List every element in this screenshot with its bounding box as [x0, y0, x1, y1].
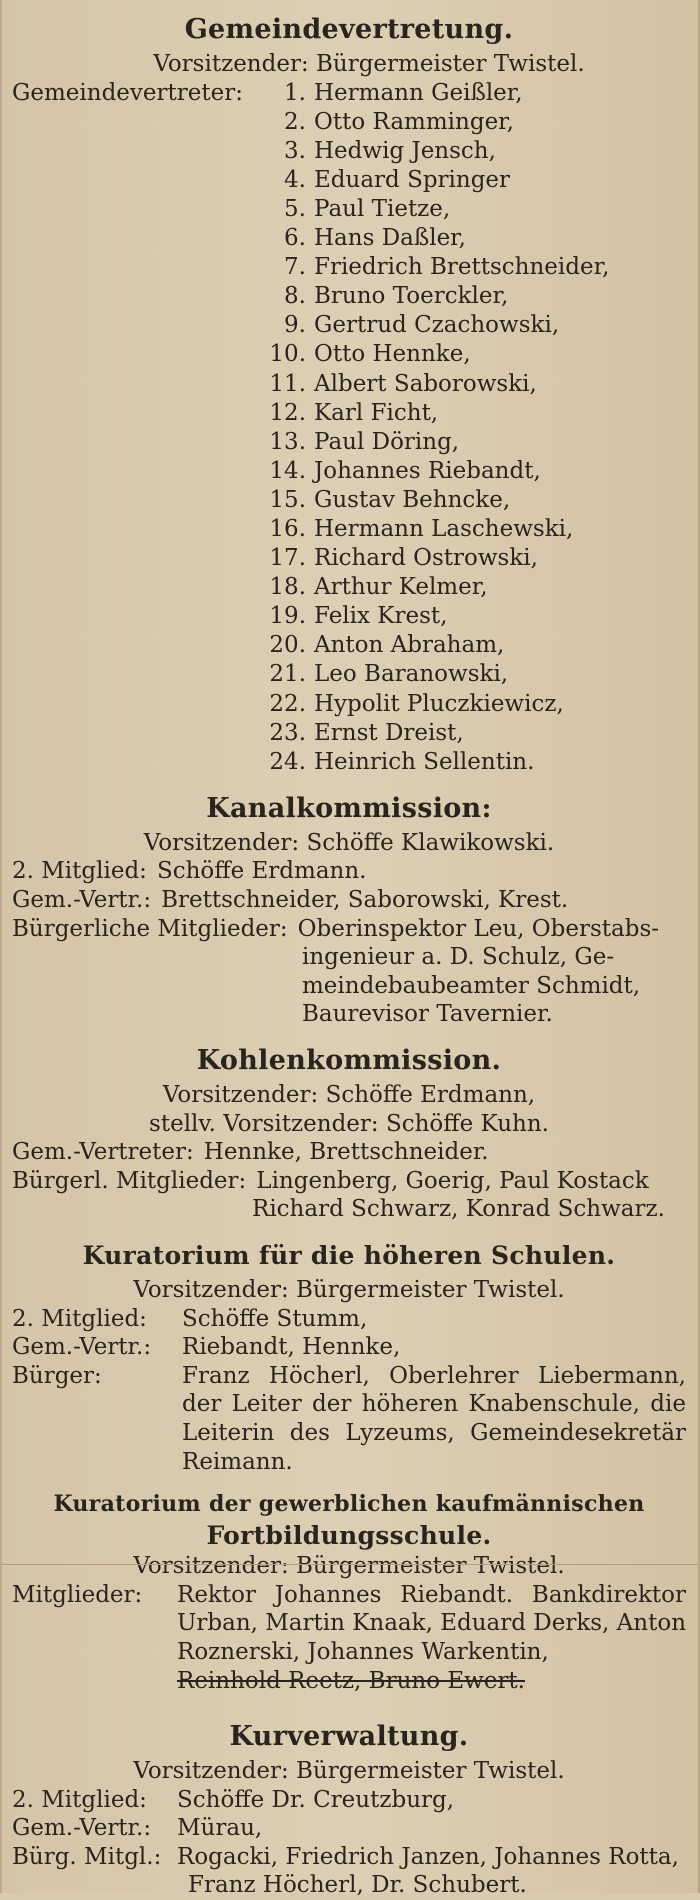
section-kuratorium-hoehere-schulen [12, 1236, 686, 1476]
section-title: Kohlenkommission. [196, 1045, 502, 1076]
chair-line: Vorsitzender: Bürgermeister Twistel. [133, 1553, 565, 1580]
member-number: 18. [269, 574, 306, 601]
member-number: 17. [269, 545, 306, 572]
member-number: 22. [269, 690, 306, 717]
member-name: Leo Baranowski, [314, 661, 509, 688]
buerger-label: Bürger: [12, 1362, 102, 1389]
member-number: 19. [269, 603, 306, 630]
section-title: Kuratorium für die höheren Schulen. [82, 1240, 616, 1270]
buerger-label: Bürgerliche Mitglieder: [12, 915, 288, 942]
buerger-text: Franz Höcherl, Oberlehrer Liebermann, der Leiter der höheren Knabenschule, die Leiterin des Lyzeums, Gemeindesekretär Reimann. [182, 1362, 686, 1475]
list-item [12, 602, 686, 631]
buerger-label: Bürgerl. Mitglieder: [12, 1167, 247, 1194]
member-number: 8. [284, 283, 306, 310]
section-title-line2: Fortbildungsschule. [206, 1521, 492, 1551]
gem-value: Hennke, Brettschneider. [203, 1139, 489, 1166]
section-title-line1: Kuratorium der gewerblichen kaufmännischen [53, 1491, 645, 1518]
spacer [12, 631, 266, 660]
member2-value: Schöffe Stumm, [182, 1305, 368, 1332]
member-name: Karl Ficht, [314, 399, 439, 426]
member2-row [12, 1305, 686, 1334]
list-item [12, 544, 686, 573]
member-name: Richard Ostrowski, [314, 545, 538, 572]
spacer [12, 457, 266, 486]
spacer [12, 311, 266, 340]
buerger-line: Oberinspektor Leu, Oberstabs- [297, 915, 660, 942]
gem-row [12, 1333, 686, 1362]
list-item [12, 573, 686, 602]
spacer [12, 544, 266, 573]
member-number: 4. [284, 166, 306, 193]
chair-line: Vorsitzender: Schöffe Klawikowski. [143, 829, 555, 856]
member-number: 21. [269, 661, 306, 688]
list-item [12, 515, 686, 544]
spacer [12, 224, 266, 253]
member-name: Heinrich Sellentin. [314, 748, 535, 775]
spacer [12, 166, 266, 195]
list-item [12, 282, 686, 311]
spacer [12, 602, 266, 631]
spacer [12, 108, 266, 137]
member-list [12, 79, 686, 777]
spacer [12, 137, 266, 166]
gem-row [12, 886, 686, 915]
gem-value: Riebandt, Hennke, [182, 1334, 401, 1361]
section-kanalkommission [12, 789, 686, 1029]
section-title: Gemeindevertretung. [184, 14, 514, 45]
buerger-line: meindebaubeamter Schmidt, [302, 972, 641, 999]
member-number: 5. [284, 195, 306, 222]
member-name: Gustav Behncke, [314, 486, 511, 513]
list-item [12, 253, 686, 282]
member-number: 2. [284, 108, 306, 135]
member2-label: 2. Mitglied: [12, 858, 147, 885]
members-label: Mitglieder: [12, 1581, 143, 1608]
member-name: Hans Daßler, [314, 225, 466, 252]
member2-value: Schöffe Erdmann. [156, 858, 367, 885]
member2-label: 2. Mitglied: [12, 1305, 147, 1332]
deputy-line: stellv. Vorsitzender: Schöffe Kuhn. [149, 1110, 549, 1137]
spacer [12, 573, 266, 602]
member2-row [12, 1786, 686, 1815]
member2-value: Schöffe Dr. Creutzburg, [177, 1786, 455, 1813]
spacer [12, 486, 266, 515]
member-number: 10. [269, 341, 306, 368]
member-name: Hypolit Pluczkiewicz, [314, 690, 564, 717]
list-item [12, 631, 686, 660]
list-item [12, 719, 686, 748]
list-item [12, 399, 686, 428]
list-item [12, 79, 686, 108]
buerger-cont: Franz Höcherl, Dr. Schubert. [188, 1872, 527, 1899]
gem-value: Brettschneider, Saborowski, Krest. [161, 887, 569, 914]
member-name: Friedrich Brettschneider, [314, 254, 610, 281]
section-kuratorium-fortbildungsschule [12, 1488, 686, 1695]
member-number: 11. [269, 370, 306, 397]
spacer [12, 340, 266, 369]
member-number: 14. [269, 457, 306, 484]
member-number: 23. [269, 719, 306, 746]
members-struck: Reinhold Reetz, Bruno Ewert. [177, 1667, 525, 1694]
section-kurverwaltung [12, 1717, 686, 1900]
buerger-row [12, 1362, 686, 1476]
member-name: Hermann Laschewski, [314, 516, 574, 542]
list-item [12, 457, 686, 486]
chair-line: Vorsitzender: Bürgermeister Twistel. [153, 51, 585, 77]
list-item [12, 137, 686, 166]
spacer [12, 690, 266, 719]
member-name: Hedwig Jensch, [314, 137, 496, 164]
spacer [12, 282, 266, 311]
list-item [12, 224, 686, 253]
buerger-line: Baurevisor Tavernier. [302, 1001, 553, 1028]
member-name: Felix Krest, [314, 603, 448, 630]
member-name: Hermann Geißler, [314, 79, 523, 106]
gem-label: Gem.-Vertr.: [12, 1815, 152, 1842]
list-item [12, 195, 686, 224]
list-item [12, 340, 686, 369]
member-number: 15. [269, 486, 306, 513]
member-number: 9. [284, 312, 306, 339]
member-number: 7. [284, 254, 306, 281]
buerger-line: ingenieur a. D. Schulz, Ge- [302, 944, 615, 971]
member2-row [12, 857, 686, 886]
gem-label: Gem.-Vertr.: [12, 1334, 152, 1361]
member-name: Eduard Springer [314, 166, 511, 193]
spacer [12, 719, 266, 748]
member-number: 12. [269, 399, 306, 426]
member2-label: 2. Mitglied: [12, 1786, 147, 1813]
member-number: 1. [284, 79, 306, 106]
buerger-row [12, 1843, 686, 1872]
list-item [12, 660, 686, 689]
members-label: Gemeindevertreter: [12, 79, 243, 106]
buerger-row [12, 915, 686, 944]
spacer [12, 660, 266, 689]
spacer [12, 195, 266, 224]
member-name: Arthur Kelmer, [314, 574, 488, 601]
gem-row [12, 1814, 686, 1843]
spacer [12, 399, 266, 428]
spacer [12, 515, 266, 544]
section-title: Kanalkommission: [206, 792, 492, 824]
section-title: Kurverwaltung. [229, 1721, 469, 1753]
members-row [12, 1581, 686, 1667]
chair-line: Vorsitzender: Bürgermeister Twistel. [133, 1758, 565, 1785]
list-item [12, 370, 686, 399]
gem-row [12, 1138, 686, 1167]
list-item [12, 690, 686, 719]
list-item [12, 748, 686, 777]
member-name: Otto Ramminger, [314, 108, 514, 135]
member-name: Paul Döring, [314, 428, 460, 455]
member-name: Johannes Riebandt, [314, 457, 541, 484]
paper-fold [2, 1564, 698, 1565]
buerger-label: Bürg. Mitgl.: [12, 1843, 162, 1870]
buerger-value: Rogacki, Friedrich Janzen, Johannes Rotta, [177, 1843, 679, 1870]
member-number: 6. [284, 225, 306, 252]
buerger-row [12, 1167, 686, 1196]
member-number: 20. [269, 632, 306, 659]
gem-value: Mürau, [177, 1815, 263, 1842]
list-item [12, 486, 686, 515]
spacer [12, 428, 266, 457]
member-number: 13. [269, 428, 306, 455]
spacer [12, 253, 266, 282]
member-name: Paul Tietze, [314, 195, 451, 222]
spacer [12, 748, 266, 777]
list-item [12, 166, 686, 195]
list-item [12, 428, 686, 457]
list-item [12, 108, 686, 137]
member-name: Anton Abraham, [314, 632, 505, 659]
member-name: Otto Hennke, [314, 341, 471, 368]
chair-line: Vorsitzender: Schöffe Erdmann, [162, 1082, 536, 1108]
section-gemeindevertretung [12, 10, 686, 777]
member-name: Bruno Toerckler, [314, 283, 509, 310]
chair-line: Vorsitzender: Bürgermeister Twistel. [133, 1276, 565, 1303]
spacer [12, 370, 266, 399]
member-number: 16. [269, 516, 306, 542]
gem-label: Gem.-Vertr.: [12, 887, 152, 914]
buerger-value: Lingenberg, Goerig, Paul Kostack [256, 1167, 649, 1194]
gem-label: Gem.-Vertreter: [12, 1139, 194, 1166]
member-name: Albert Saborowski, [314, 370, 537, 397]
member-number: 3. [284, 137, 306, 164]
buerger-cont: Richard Schwarz, Konrad Schwarz. [252, 1196, 665, 1223]
members-text: Rektor Johannes Riebandt. Bankdirektor Urban, Martin Knaak, Eduard Derks, Anton Roznerski, Johannes Warkentin, [177, 1581, 687, 1665]
member-name: Ernst Dreist, [314, 719, 464, 746]
member-number: 24. [269, 748, 306, 775]
list-item [12, 311, 686, 340]
section-kohlenkommission [12, 1041, 686, 1224]
member-name: Gertrud Czachowski, [314, 312, 560, 339]
